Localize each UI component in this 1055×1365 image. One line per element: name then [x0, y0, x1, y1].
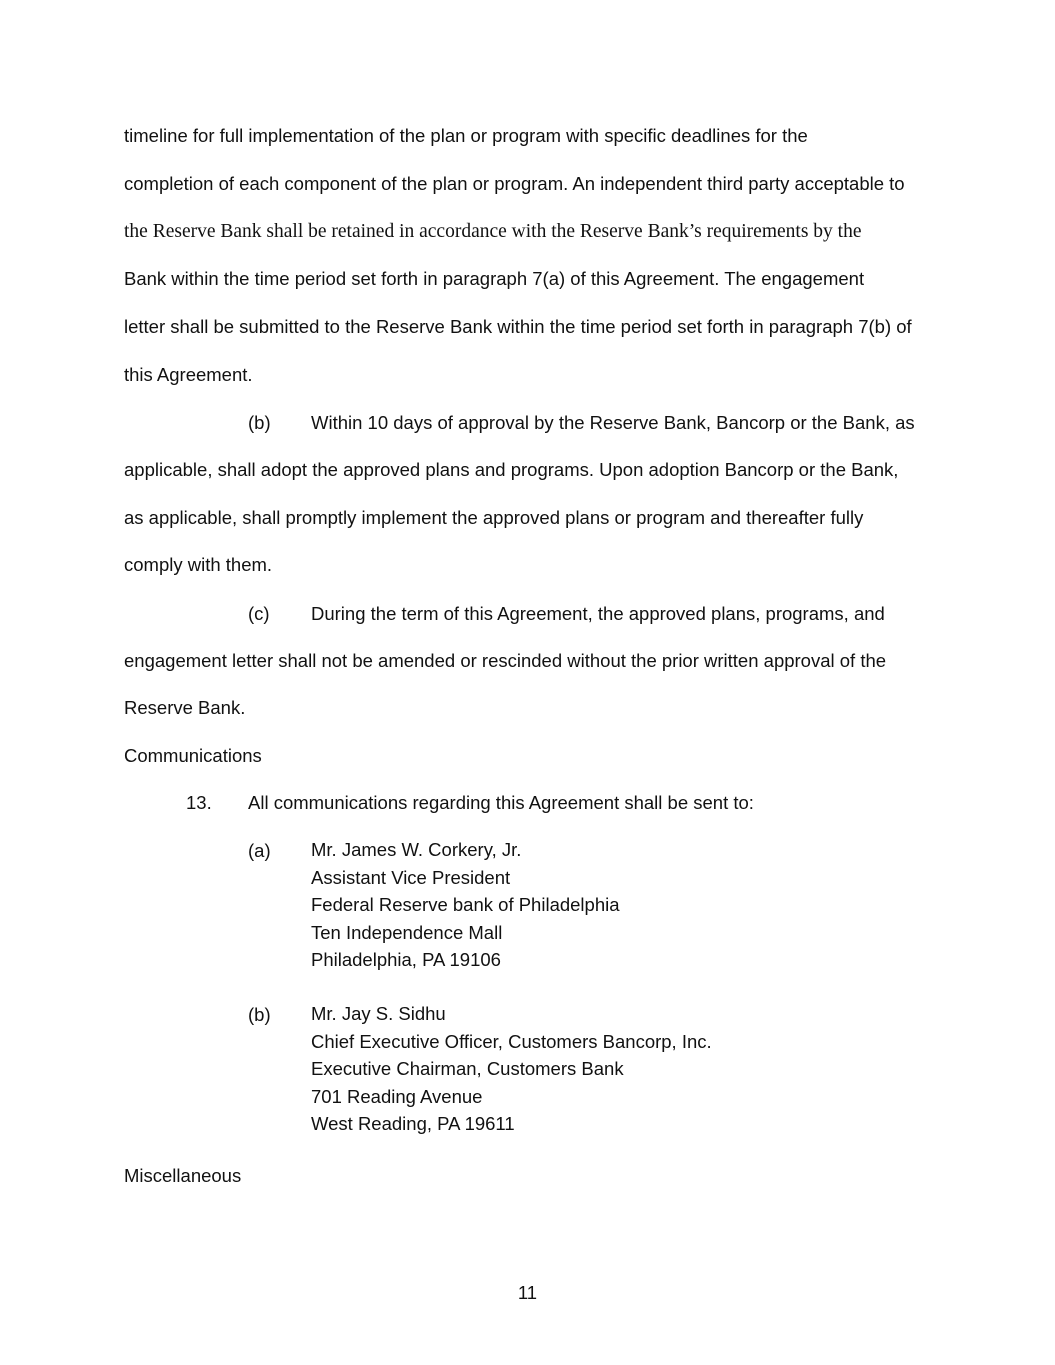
- paragraph-number: 13.: [186, 792, 212, 813]
- subparagraph-first-line: During the term of this Agreement, the approved plans, programs, and: [311, 603, 885, 624]
- paragraph-line: completion of each component of the plan or program. An independent third party acceptable to: [124, 173, 905, 194]
- address-line: Assistant Vice President: [311, 866, 511, 888]
- address-line: Mr. James W. Corkery, Jr.: [311, 839, 522, 860]
- address-line: Executive Chairman, Customers Bank: [311, 1058, 624, 1080]
- address-line: Ten Independence Mall: [311, 921, 503, 943]
- recipient-label: (a): [248, 840, 271, 861]
- paragraph-line: Reserve Bank.: [124, 697, 246, 718]
- paragraph-line: Bank within the time period set forth in paragraph 7(a) of this Agreement. The engagement: [124, 268, 865, 289]
- address-line: West Reading, PA 19611: [311, 1113, 515, 1135]
- page-number: 11: [517, 1282, 538, 1303]
- paragraph-line: letter shall be submitted to the Reserve Bank within the time period set forth in paragraph 7(b) of: [124, 316, 912, 337]
- subparagraph-label: (c): [248, 603, 270, 624]
- address-line: Federal Reserve bank of Philadelphia: [311, 894, 620, 916]
- recipient-address-block: [311, 836, 620, 974]
- paragraph-line: applicable, shall adopt the approved plans and programs. Upon adoption Bancorp or the Bank,: [124, 459, 899, 480]
- paragraph-line: this Agreement.: [124, 364, 253, 385]
- paragraph-line: timeline for full implementation of the plan or program with specific deadlines for the: [124, 125, 808, 146]
- recipient-label: (b): [248, 1004, 271, 1025]
- paragraph-13-text: All communications regarding this Agreement shall be sent to:: [248, 792, 754, 813]
- subparagraph-label: (b): [248, 412, 271, 433]
- address-line: Chief Executive Officer, Customers Bancorp, Inc.: [311, 1030, 712, 1052]
- subparagraph-first-line: Within 10 days of approval by the Reserve Bank, Bancorp or the Bank, as: [311, 412, 915, 433]
- section-heading-communications: Communications: [124, 745, 262, 766]
- address-line: Mr. Jay S. Sidhu: [311, 1003, 446, 1024]
- paragraph-line: comply with them.: [124, 554, 273, 575]
- paragraph-line: engagement letter shall not be amended or rescinded without the prior written approval of the: [124, 650, 887, 671]
- address-line: 701 Reading Avenue: [311, 1085, 483, 1107]
- paragraph-line: as applicable, shall promptly implement the approved plans or program and thereafter fully: [124, 507, 864, 528]
- address-line: Philadelphia, PA 19106: [311, 949, 501, 971]
- recipient-address-block: [311, 1000, 712, 1138]
- section-heading-miscellaneous: Miscellaneous: [124, 1165, 242, 1186]
- paragraph-line: the Reserve Bank shall be retained in accordance with the Reserve Bank’s requirements by the: [124, 221, 862, 242]
